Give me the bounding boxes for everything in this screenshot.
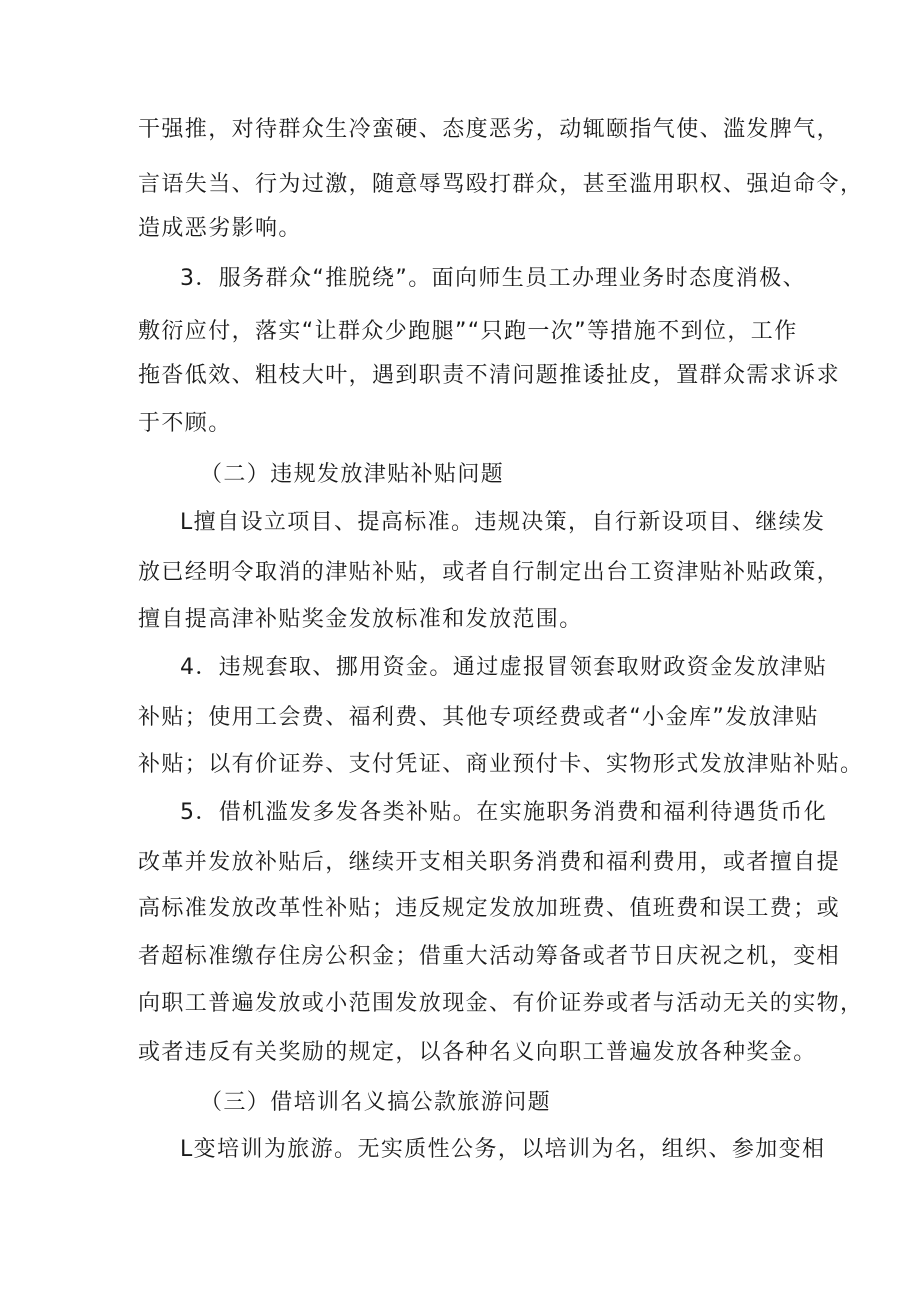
paragraph-line: 5．借机滥发多发各类补贴。在实施职务消费和福利待遇货币化 — [180, 800, 828, 825]
paragraph-line: 改革并发放补贴后，继续开支相关职务消费和福利费用，或者擅自提 — [138, 850, 841, 875]
paragraph-line: 言语失当、行为过激，随意辱骂殴打群众，甚至滥用职权、强迫命令， — [138, 172, 864, 197]
paragraph-line: 者超标准缴存住房公积金；借重大活动筹备或者节日庆祝之机，变相 — [138, 944, 841, 969]
section-heading: （三）借培训名义搞公款旅游问题 — [200, 1090, 552, 1115]
paragraph-line: 向职工普遍发放或小范围发放现金、有价证券或者与活动无关的实物， — [138, 991, 864, 1016]
paragraph-line: 敷衍应付，落实“让群众少跑腿”“只跑一次”等措施不到位，工作 — [138, 319, 798, 344]
paragraph-line: 3．服务群众“推脱绕”。面向师生员工办理业务时态度消极、 — [180, 266, 806, 291]
paragraph-line: 高标准发放改革性补贴；违反规定发放加班费、值班费和误工费；或 — [138, 896, 841, 921]
paragraph-line: 4．违规套取、挪用资金。通过虚报冒领套取财政资金发放津贴 — [180, 655, 828, 680]
paragraph-line: L擅自设立项目、提高标准。违规决策，自行新设项目、继续发 — [180, 510, 826, 535]
paragraph-line: L变培训为旅游。无实质性公务，以培训为名，组织、参加变相 — [180, 1137, 826, 1162]
section-heading: （二）违规发放津贴补贴问题 — [200, 462, 505, 487]
paragraph-line: 放已经明令取消的津贴补贴，或者自行制定出台工资津贴补贴政策， — [138, 560, 841, 585]
paragraph-line: 或者违反有关奖励的规定，以各种名义向职工普遍发放各种奖金。 — [138, 1040, 817, 1065]
paragraph-line: 擅自提高津补贴奖金发放标准和发放范围。 — [138, 607, 583, 632]
paragraph-line: 拖沓低效、粗枝大叶，遇到职责不清问题推诿扯皮，置群众需求诉求 — [138, 363, 841, 388]
paragraph-line: 于不顾。 — [138, 411, 232, 436]
paragraph-line: 补贴；使用工会费、福利费、其他专项经费或者“小金库”发放津贴 — [138, 705, 819, 730]
paragraph-line: 补贴；以有价证券、支付凭证、商业预付卡、实物形式发放津贴补贴。 — [138, 752, 864, 777]
paragraph-line: 干强推，对待群众生冷蛮硬、态度恶劣，动辄颐指气使、滥发脾气， — [138, 117, 841, 142]
paragraph-line: 造成恶劣影响。 — [138, 216, 302, 241]
